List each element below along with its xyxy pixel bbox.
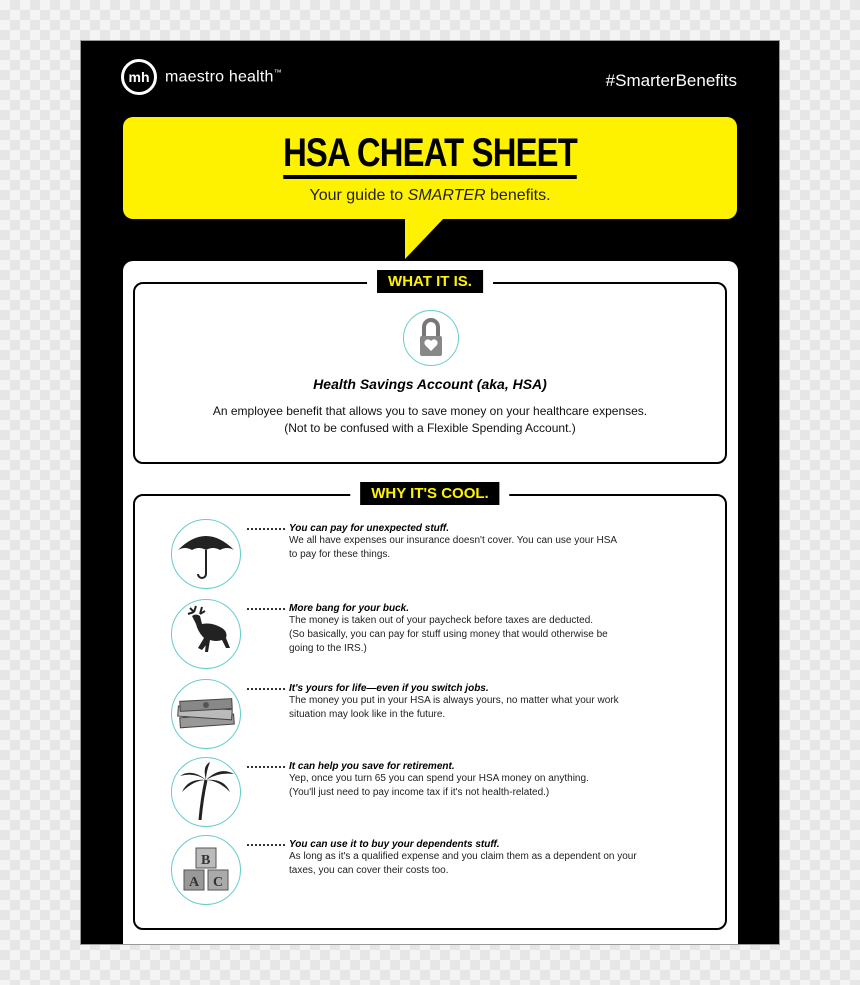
benefit-text: [289, 761, 709, 800]
benefit-item: [171, 519, 711, 589]
svg-text:A: A: [189, 875, 200, 890]
benefit-description: The money you put in your HSA is always yours, no matter what your work situation may look like in the future.: [289, 695, 619, 720]
benefit-item: [171, 757, 711, 827]
benefit-text: [289, 523, 709, 562]
page-title: HSA CHEAT SHEET: [178, 131, 681, 176]
dotted-connector: [247, 766, 285, 770]
benefit-description: Yep, once you turn 65 you can spend your HSA money on anything. (You'll just need to pay income tax if it's not health-related.): [289, 773, 589, 798]
abc-blocks-icon: [171, 835, 241, 905]
svg-text:C: C: [213, 875, 224, 890]
dotted-connector: [247, 844, 285, 848]
section-tag-what-it-is: WHAT IT IS.: [377, 270, 483, 293]
benefit-text: [289, 683, 709, 722]
brand-logo: [121, 59, 282, 95]
umbrella-icon: [171, 519, 241, 589]
svg-text:B: B: [201, 853, 211, 868]
hsa-definition-text: An employee benefit that allows you to save money on your healthcare expenses. (Not to be confused with a Flexible Spending Account.): [212, 404, 648, 435]
padlock-heart-icon: [403, 310, 459, 366]
hashtag: #SmarterBenefits: [605, 71, 737, 90]
brand-name: maestro health™: [165, 67, 282, 86]
content-panel: [123, 261, 738, 944]
cash-stack-icon: [171, 679, 241, 749]
benefit-text: [289, 603, 709, 656]
page-subtitle: Your guide to SMARTER benefits.: [309, 187, 551, 204]
title-speech-bubble: [123, 117, 737, 219]
cheat-sheet-page: [81, 41, 779, 944]
palm-tree-icon: [171, 757, 241, 827]
what-it-is-section: [133, 273, 727, 464]
benefit-title: You can pay for unexpected stuff.: [289, 523, 450, 534]
benefit-item: [171, 679, 711, 749]
hsa-definition-title: Health Savings Account (aka, HSA): [313, 376, 547, 392]
benefit-text: [289, 839, 709, 878]
benefit-description: We all have expenses our insurance doesn't cover. You can use your HSA to pay for these things.: [289, 535, 618, 560]
benefit-description: The money is taken out of your paycheck before taxes are deducted. (So basically, you can pay for stuff using money that would otherwise be going to the IRS.): [289, 615, 608, 654]
why-its-cool-section: [133, 485, 727, 930]
maestro-health-logo-icon: mh: [121, 59, 157, 95]
dotted-connector: [247, 528, 285, 532]
benefit-item: [171, 599, 711, 669]
benefit-title: It's yours for life—even if you switch jobs.: [289, 683, 489, 694]
benefit-title: It can help you save for retirement.: [289, 761, 455, 772]
benefit-description: As long as it's a qualified expense and you claim them as a dependent on your taxes, you can cover their costs too.: [289, 851, 637, 876]
benefit-title: More bang for your buck.: [289, 603, 410, 614]
speech-bubble-tail: [405, 217, 445, 259]
benefit-item: [171, 835, 711, 905]
section-tag-why-its-cool: WHY IT'S COOL.: [360, 482, 499, 505]
dotted-connector: [247, 688, 285, 692]
deer-icon: [171, 599, 241, 669]
dotted-connector: [247, 608, 285, 612]
benefit-title: You can use it to buy your dependents stuff.: [289, 839, 500, 850]
